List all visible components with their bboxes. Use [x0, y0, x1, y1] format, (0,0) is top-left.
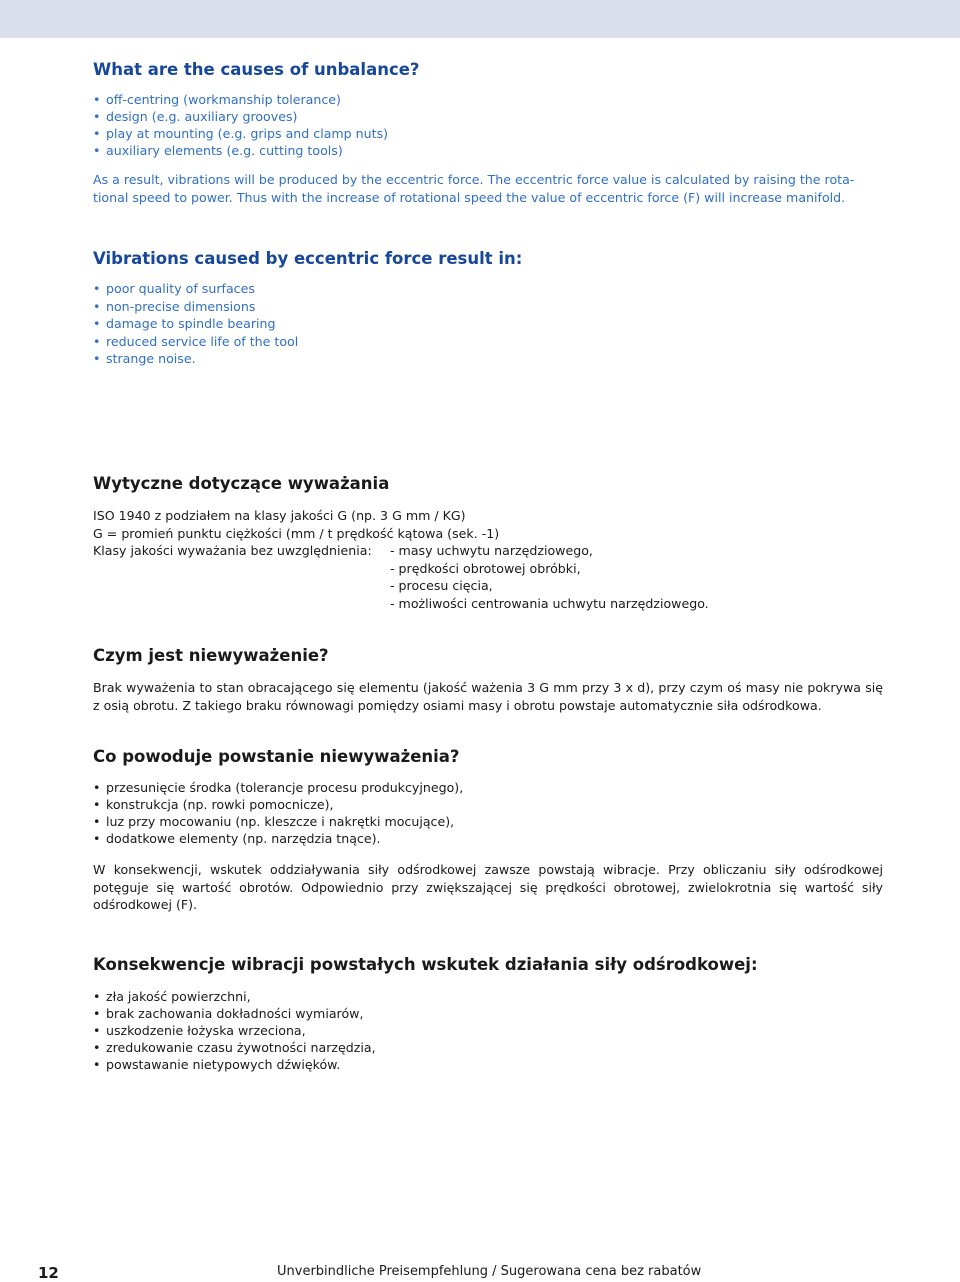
heading-pl-causes: Co powoduje powstanie niewyważenia?	[93, 747, 460, 766]
paragraph-pl-definition: Brak wyważenia to stan obracającego się elementu (jakość ważenia 3 G mm przy 3 x d), przy czym oś masy nie pokrywa się z osią obrotu. Z takiego braku równowagi pomiędzy osiami masy i obrotu powstaje automatycznie siła odśrodkowa.	[93, 680, 883, 713]
guidelines-classes-row	[93, 542, 883, 560]
list-item: • damage to spindle bearing	[93, 315, 883, 333]
guidelines-classes-item: - procesu cięcia,	[390, 578, 493, 593]
list-item: • strange noise.	[93, 350, 883, 368]
list-item: • luz przy mocowaniu (np. kleszcze i nakrętki mocujące),	[93, 813, 883, 830]
list-item: • reduced service life of the tool	[93, 333, 883, 351]
heading-en-vibrations: Vibrations caused by eccentric force result in:	[93, 249, 523, 268]
section-pl-consequences	[93, 955, 883, 1073]
paragraph-en-result-line1: As a result, vibrations will be produced by the eccentric force. The eccentric force value is calculated by raising the rota-	[93, 172, 855, 187]
list-item: • off-centring (workmanship tolerance)	[93, 91, 883, 108]
list-item: • auxiliary elements (e.g. cutting tools)	[93, 142, 883, 159]
list-item: • zła jakość powierzchni,	[93, 988, 883, 1005]
heading-pl-consequences: Konsekwencje wibracji powstałych wskutek działania siły odśrodkowej:	[93, 955, 758, 974]
heading-pl-guidelines: Wytyczne dotyczące wyważania	[93, 474, 390, 493]
list-item: • play at mounting (e.g. grips and clamp nuts)	[93, 125, 883, 142]
section-pl-definition	[93, 646, 883, 714]
header-bar	[0, 0, 960, 38]
section-pl-causes	[93, 747, 883, 914]
guidelines-classes-item: - prędkości obrotowej obróbki,	[390, 560, 581, 576]
section-pl-guidelines	[93, 474, 883, 612]
guidelines-classes-label: Klasy jakości wyważania bez uwzględnienia:	[93, 543, 372, 558]
list-item: • uszkodzenie łożyska wrzeciona,	[93, 1022, 883, 1039]
page-number: 12	[38, 1264, 59, 1282]
paragraph-en-result-line2: tional speed to power. Thus with the increase of rotational speed the value of eccentric force (F) will increase manifold.	[93, 190, 846, 206]
list-item: • design (e.g. auxiliary grooves)	[93, 108, 883, 125]
guidelines-classes-item: - możliwości centrowania uchwytu narzędziowego.	[390, 595, 709, 611]
heading-en-causes: What are the causes of unbalance?	[93, 60, 420, 79]
heading-pl-definition: Czym jest niewyważenie?	[93, 646, 329, 665]
guidelines-iso-line: ISO 1940 z podziałem na klasy jakości G (np. 3 G mm / KG)	[93, 508, 466, 523]
list-item: • zredukowanie czasu żywotności narzędzia,	[93, 1039, 883, 1056]
guidelines-classes-item: - masy uchwytu narzędziowego,	[390, 543, 593, 558]
list-item: • przesunięcie środka (tolerancje procesu produkcyjnego),	[93, 779, 883, 796]
list-item: • powstawanie nietypowych dźwięków.	[93, 1056, 883, 1073]
list-pl-consequences	[93, 988, 883, 1073]
list-item: • non-precise dimensions	[93, 298, 883, 316]
paragraph-pl-consequence: W konsekwencji, wskutek oddziaływania siły odśrodkowej zawsze powstają wibracje. Przy obliczaniu siły odśrodkowej potęguje się wartość obrotów. Odpowiednio przy zwiększającej się prędkości obrotowej, zwielokrotnia się wartość siły odśrodkowej (F).	[93, 862, 883, 912]
list-item: • poor quality of surfaces	[93, 280, 883, 298]
section-en-causes	[93, 60, 883, 208]
list-item: • dodatkowe elementy (np. narzędzia tnące).	[93, 830, 883, 847]
list-item: • brak zachowania dokładności wymiarów,	[93, 1005, 883, 1022]
guidelines-formula-line: G = promień punktu ciężkości (mm / t prędkość kątowa (sek. -1)	[93, 525, 500, 541]
section-en-vibrations	[93, 249, 883, 368]
footer-text: Unverbindliche Preisempfehlung / Sugerowana cena bez rabatów	[277, 1264, 702, 1279]
list-item: • konstrukcja (np. rowki pomocnicze),	[93, 796, 883, 813]
list-en-causes	[93, 91, 883, 159]
list-pl-causes	[93, 779, 883, 847]
list-en-vibrations	[93, 280, 883, 368]
